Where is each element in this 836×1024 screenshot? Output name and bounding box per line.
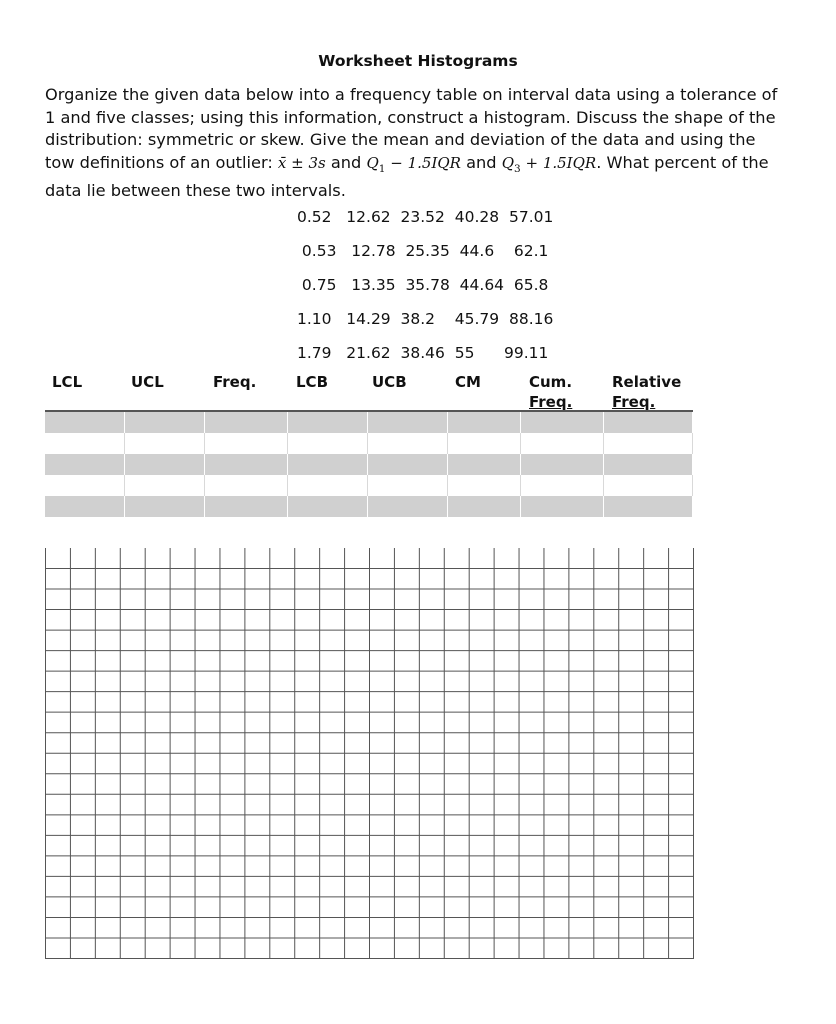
table-cell[interactable] — [205, 475, 288, 496]
formula-q1-subscript: 1 — [378, 162, 386, 175]
header-ucl: UCL — [131, 373, 164, 391]
table-cell[interactable] — [125, 412, 205, 433]
header-relative-freq — [612, 372, 681, 412]
table-cell[interactable] — [45, 475, 125, 496]
header-relative-freq-line2: Freq. — [612, 393, 656, 411]
header-cum-freq-line1: Cum. — [529, 373, 573, 391]
table-cell[interactable] — [448, 412, 521, 433]
formula-q3-iqr — [501, 153, 597, 175]
instructions-text-1: Organize the given data below into a frequency table on interval data using a tolerance of 1 and five classes; using this information, construct a histogram. Discuss the shape of the distribution: symmetric or skew. Give the mean and deviation of the data and using the tow definitions of an outlier: — [45, 85, 778, 172]
data-values — [297, 200, 553, 370]
formula-q3-letter: Q — [501, 153, 515, 172]
table-cell[interactable] — [205, 433, 288, 454]
table-cell[interactable] — [521, 433, 604, 454]
table-cell[interactable] — [45, 412, 125, 433]
table-cell[interactable] — [125, 475, 205, 496]
data-row-5: 1.79 21.62 38.46 55 99.11 — [297, 344, 549, 362]
table-cell[interactable] — [521, 454, 604, 475]
table-cell[interactable] — [448, 433, 521, 454]
formula-q1-rest: − 1.5IQR — [385, 153, 461, 172]
worksheet-title: Worksheet Histograms — [318, 52, 518, 70]
table-cell[interactable] — [288, 496, 368, 517]
table-cell[interactable] — [604, 475, 693, 496]
histogram-graph-grid[interactable] — [45, 548, 695, 960]
table-cell[interactable] — [205, 412, 288, 433]
table-cell[interactable] — [205, 454, 288, 475]
table-cell[interactable] — [368, 454, 448, 475]
table-cell[interactable] — [604, 412, 693, 433]
table-cell[interactable] — [448, 454, 521, 475]
header-cm: CM — [455, 373, 481, 391]
formula-q3-subscript: 3 — [514, 162, 521, 175]
table-cell[interactable] — [368, 433, 448, 454]
table-cell[interactable] — [368, 412, 448, 433]
table-row — [45, 496, 693, 517]
table-cell[interactable] — [368, 496, 448, 517]
table-row — [45, 475, 693, 496]
header-cum-freq — [529, 372, 572, 412]
table-cell[interactable] — [288, 433, 368, 454]
header-ucb: UCB — [372, 373, 407, 391]
header-lcl: LCL — [52, 373, 83, 391]
table-cell[interactable] — [604, 496, 693, 517]
table-cell[interactable] — [205, 496, 288, 517]
table-row — [45, 412, 693, 433]
table-cell[interactable] — [521, 475, 604, 496]
data-row-3: 0.75 13.35 35.78 44.64 65.8 — [297, 276, 549, 294]
formula-q1-letter: Q — [366, 153, 379, 172]
header-cum-freq-line2: Freq. — [529, 393, 573, 411]
header-relative-freq-line1: Relative — [612, 373, 682, 391]
table-cell[interactable] — [604, 433, 693, 454]
header-freq: Freq. — [213, 373, 257, 391]
table-row — [45, 433, 693, 454]
table-cell[interactable] — [125, 454, 205, 475]
data-row-1: 0.52 12.62 23.52 40.28 57.01 — [297, 208, 554, 226]
table-cell[interactable] — [288, 412, 368, 433]
table-cell[interactable] — [288, 454, 368, 475]
table-cell[interactable] — [45, 496, 125, 517]
table-cell[interactable] — [604, 454, 693, 475]
instructions-paragraph — [45, 84, 785, 203]
formula-mean-3s: x̄ ± 3s — [277, 153, 326, 172]
data-row-4: 1.10 14.29 38.2 45.79 88.16 — [297, 310, 554, 328]
table-cell[interactable] — [521, 412, 604, 433]
table-cell[interactable] — [368, 475, 448, 496]
table-cell[interactable] — [45, 454, 125, 475]
table-cell[interactable] — [288, 475, 368, 496]
instructions-text-2: . What percent of the data lie between these two intervals. — [45, 152, 769, 201]
table-cell[interactable] — [125, 433, 205, 454]
data-row-2: 0.53 12.78 25.35 44.6 62.1 — [297, 242, 549, 260]
table-cell[interactable] — [448, 475, 521, 496]
table-cell[interactable] — [521, 496, 604, 517]
instructions-and-2: and — [460, 152, 502, 172]
instructions-and-1: and — [325, 152, 367, 172]
formula-q1-iqr — [366, 153, 461, 175]
formula-q3-rest: + 1.5IQR — [520, 153, 597, 172]
table-cell[interactable] — [45, 433, 125, 454]
table-cell[interactable] — [125, 496, 205, 517]
table-row — [45, 454, 693, 475]
table-cell[interactable] — [448, 496, 521, 517]
frequency-table — [45, 410, 693, 517]
header-lcb: LCB — [296, 373, 328, 391]
